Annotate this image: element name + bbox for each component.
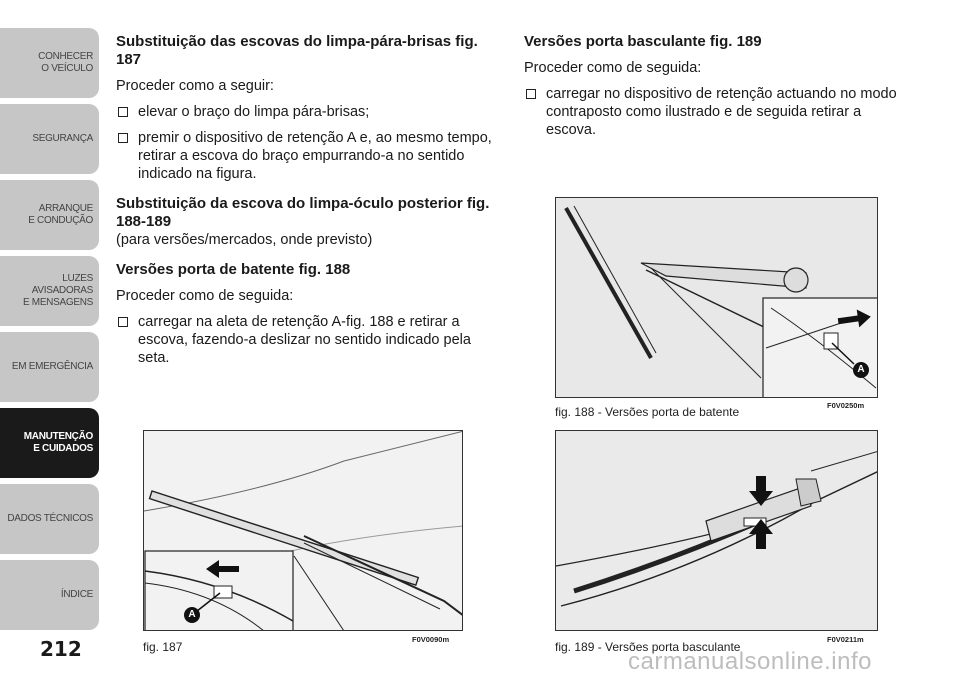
watermark: carmanualsonline.info: [628, 648, 872, 675]
figure-code: F0V0090m: [412, 635, 450, 644]
tab-label: ARRANQUE E CONDUÇÃO: [28, 203, 93, 226]
left-text-column: [116, 33, 501, 367]
subnote: (para versões/mercados, onde previsto): [116, 232, 373, 248]
step-item: premir o dispositivo de retenção A e, ao mesmo tempo, retirar a escova do braço empurrando-a no sentido indicado na figura.: [116, 129, 501, 183]
step-item: elevar o braço do limpa pára-brisas;: [116, 103, 501, 121]
heading-tailgate: Versões porta basculante fig. 189: [524, 33, 762, 50]
tab-manutencao-e-cuidados[interactable]: [0, 408, 99, 478]
intro-text: Proceder como de seguida:: [116, 288, 294, 304]
tab-dados-tecnicos[interactable]: [0, 484, 99, 554]
tab-label: MANUTENÇÃO E CUIDADOS: [23, 431, 93, 454]
tab-label: CONHECER O VEÍCULO: [38, 51, 93, 74]
page-number: 212: [40, 637, 82, 661]
figure-caption: fig. 188 - Versões porta de batente: [555, 405, 740, 419]
right-text-column: [524, 33, 909, 139]
heading-hinged-door: Versões porta de batente fig. 188: [116, 261, 351, 278]
figure-187: [143, 430, 463, 631]
heading-windscreen-wipers: Substituição das escovas do limpa-pára-brisas fig. 187: [116, 33, 478, 68]
tab-em-emergencia[interactable]: [0, 332, 99, 402]
checkbox-bullet-icon: [118, 107, 128, 117]
tab-label: ÍNDICE: [60, 589, 93, 600]
figure-caption: fig. 189 - Versões porta basculante: [555, 640, 741, 654]
tab-label: LUZES AVISADORAS E MENSAGENS: [22, 273, 93, 308]
figure-189: [555, 430, 878, 631]
rear-wiper-illustration: [556, 198, 878, 398]
tab-indice[interactable]: [0, 560, 99, 630]
step-item: carregar no dispositivo de retenção actuando no modo contraposto como ilustrado e de seguida retirar a escova.: [524, 85, 909, 139]
checkbox-bullet-icon: [118, 133, 128, 143]
checkbox-bullet-icon: [118, 317, 128, 327]
tab-arranque-e-conducao[interactable]: [0, 180, 99, 250]
callout-a: A: [853, 362, 869, 378]
step-item: carregar na aleta de retenção A-fig. 188 e retirar a escova, fazendo-a deslizar no sentido indicado pela seta.: [116, 313, 501, 367]
tab-label: SEGURANÇA: [32, 133, 93, 144]
tab-label: EM EMERGÊNCIA: [11, 361, 93, 372]
heading-rear-wiper: Substituição da escova do limpa-óculo posterior fig. 188-189: [116, 195, 490, 230]
tab-conhecer-o-veiculo[interactable]: [0, 28, 99, 98]
figure-caption: fig. 187: [143, 640, 183, 654]
wiper-blade-illustration: [144, 431, 463, 631]
intro-text: Proceder como a seguir:: [116, 78, 274, 94]
checkbox-bullet-icon: [526, 89, 536, 99]
figure-code: F0V0250m: [827, 401, 865, 410]
figure-188: [555, 197, 878, 398]
callout-a: A: [184, 607, 200, 623]
tab-label: DADOS TÉCNICOS: [7, 513, 93, 524]
tailgate-wiper-illustration: [556, 431, 878, 631]
intro-text: Proceder como de seguida:: [524, 60, 702, 76]
figure-code: F0V0211m: [827, 635, 864, 644]
tab-seguranca[interactable]: [0, 104, 99, 174]
tab-luzes-avisadoras[interactable]: [0, 256, 99, 326]
